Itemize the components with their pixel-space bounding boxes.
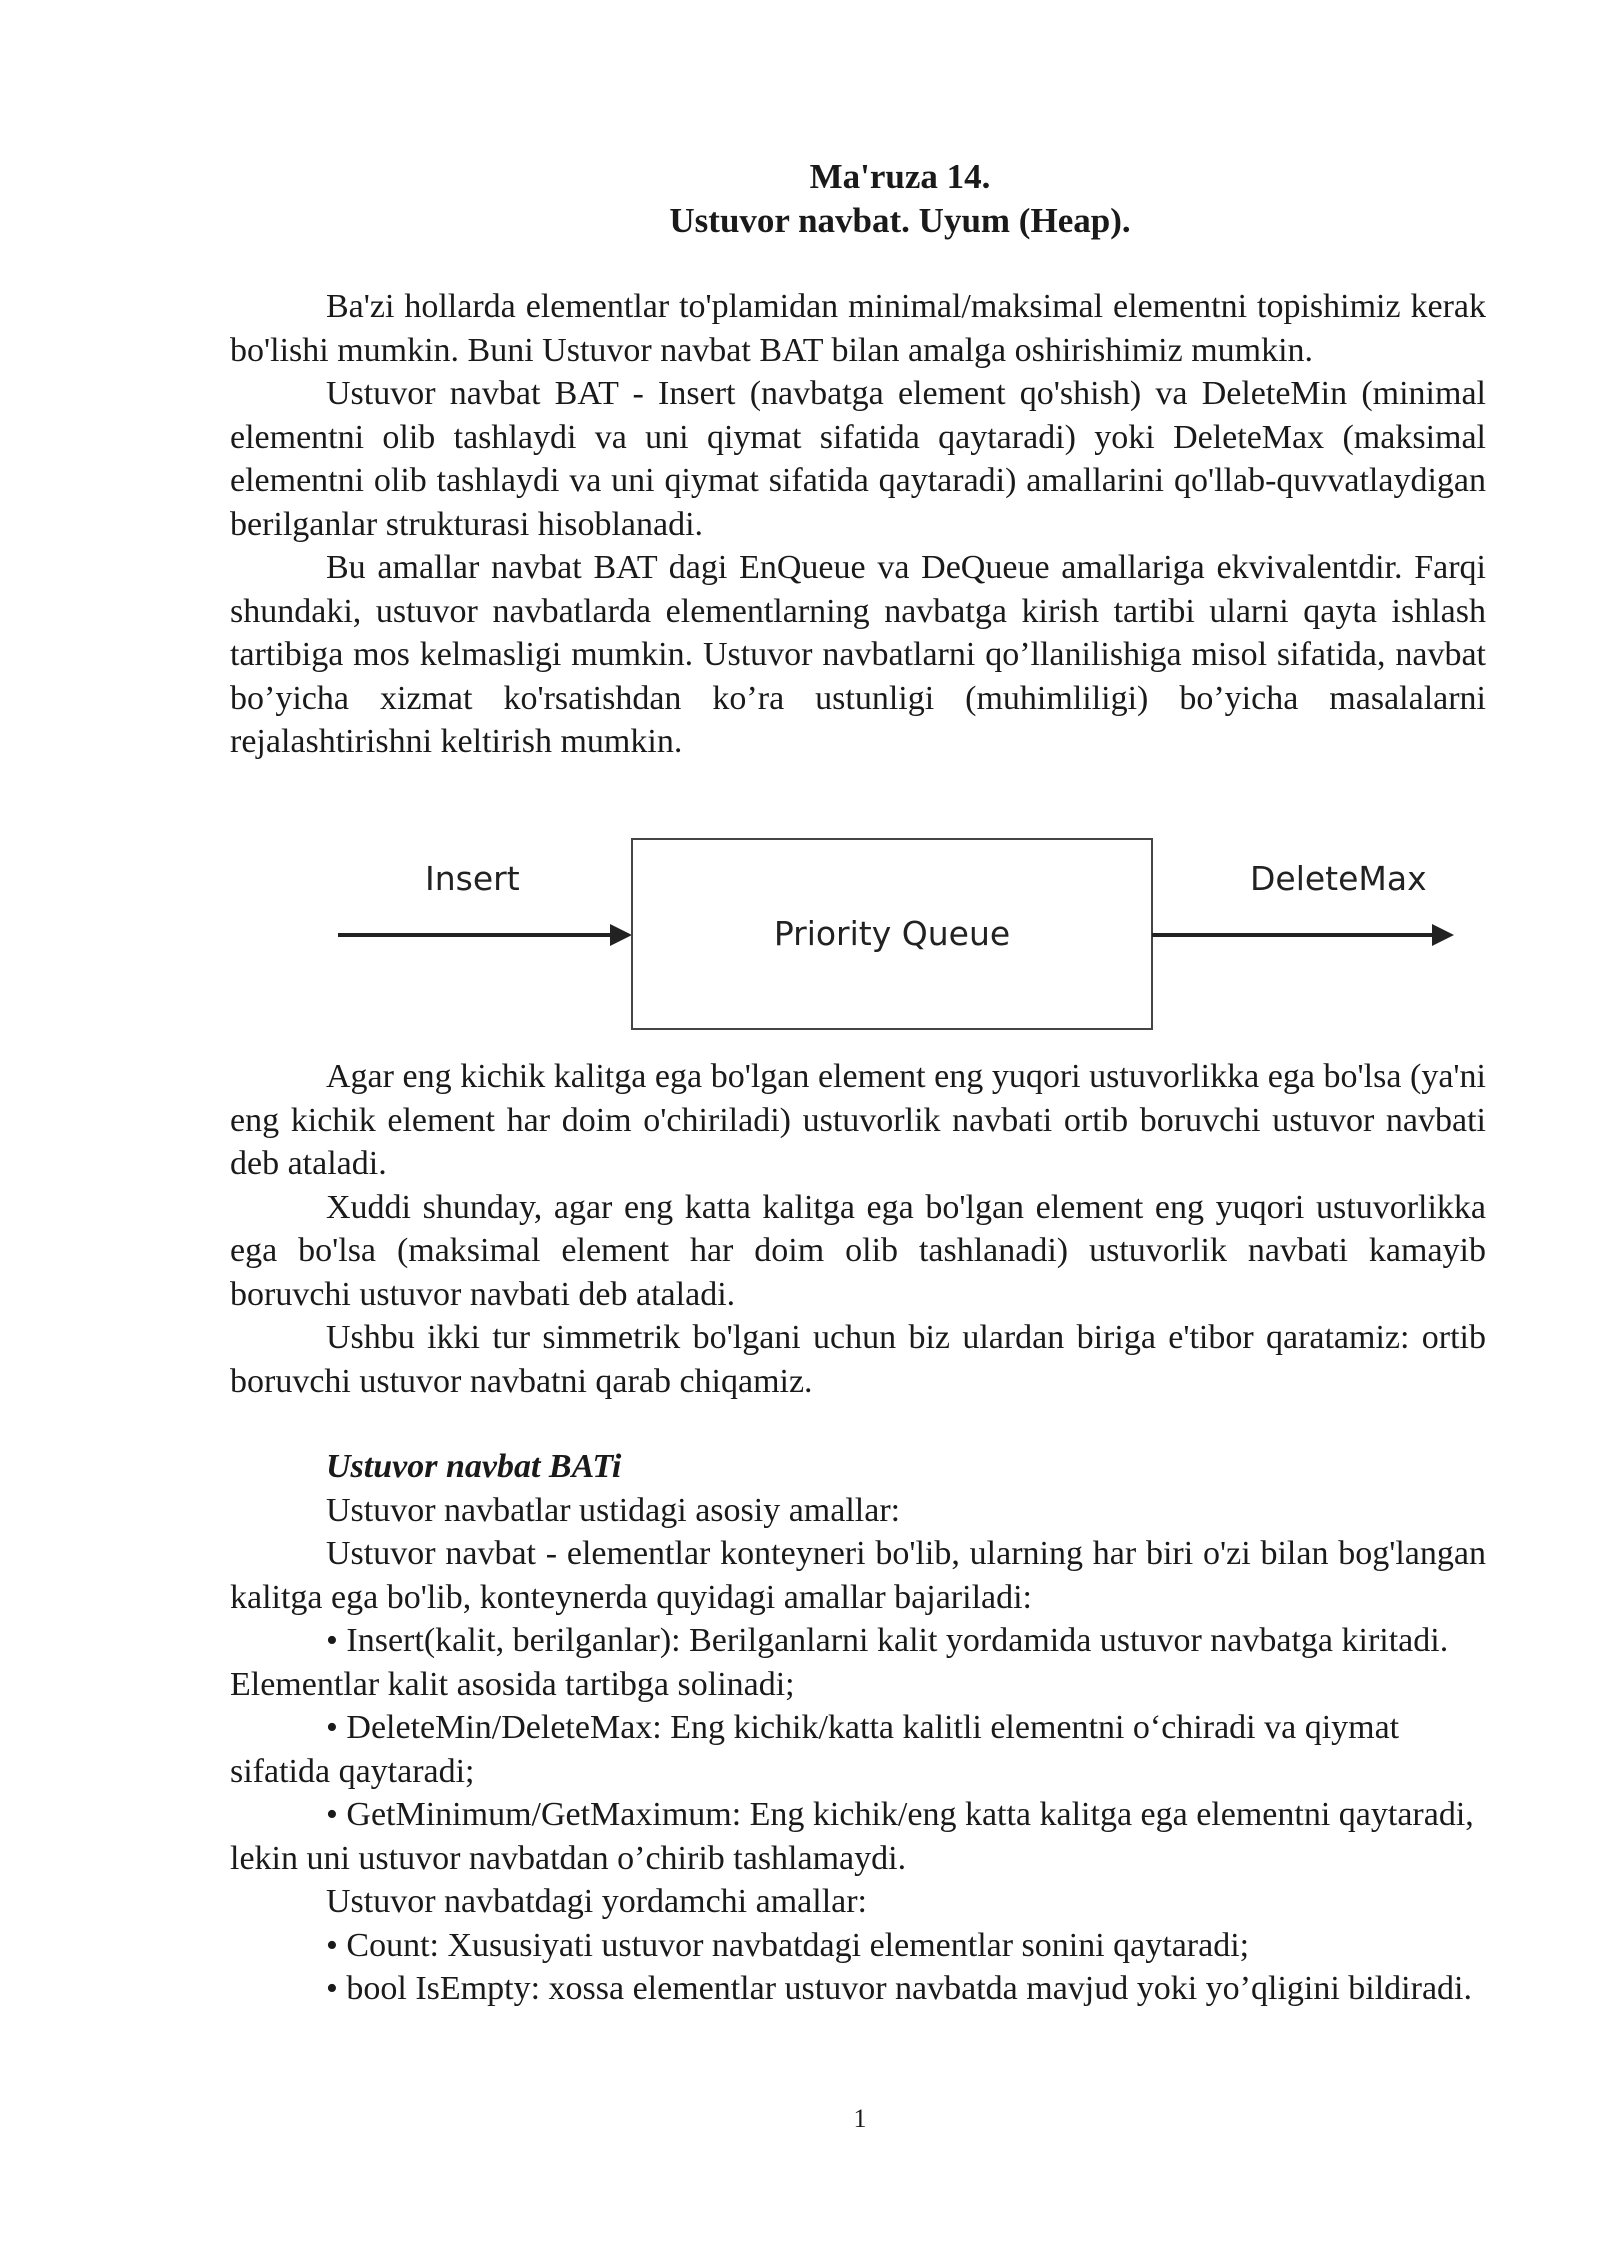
paragraph: Xuddi shunday, agar eng katta kalitga ega bo'lgan element eng yuqori ustuvorlikka ega bo'lsa (maksimal element har doim olib tashlanadi) ustuvorlik navbati kamayib boruvchi ustuvor navbati deb ataladi. [230, 1188, 1486, 1313]
list-item: • Insert(kalit, berilganlar): Berilganlarni kalit yordamida ustuvor navbatga kiritadi. Elementlar kalit asosida tartibga solinadi; [230, 1622, 1449, 1703]
queue-types-text [230, 1055, 1486, 1403]
deletemax-arrowhead [1432, 924, 1454, 946]
section-definition: Ustuvor navbat - elementlar konteyneri bo'lib, ularning har biri o'zi bilan bog'langan kalitga ega bo'lib, konteynerda quyidagi amallar bajariladi: [230, 1535, 1486, 1616]
priority-queue-diagram [330, 835, 1460, 1035]
paragraph: Ustuvor navbat BAT - Insert (navbatga element qo'shish) va DeleteMin (minimal elementni olib tashlaydi va uni qiymat sifatida qaytaradi) yoki DeleteMax (maksimal elementni olib tashlaydi va uni qiymat sifatida qaytaradi) amallarini qo'llab-quvvatlaydigan berilganlar strukturasi hisoblanadi. [230, 375, 1486, 543]
deletemax-label: DeleteMax [1250, 859, 1427, 898]
list-item: • GetMinimum/GetMaximum: Eng kichik/eng katta kalitga ega elementni qaytaradi, lekin uni ustuvor navbatdan o’chirib tashlamaydi. [230, 1796, 1474, 1877]
aux-intro: Ustuvor navbatdagi yordamchi amallar: [326, 1883, 867, 1920]
page-title: Ustuvor navbat. Uyum (Heap). [669, 201, 1131, 240]
paragraph: Agar eng kichik kalitga ega bo'lgan element eng yuqori ustuvorlikka ega bo'lsa (ya'ni eng kichik element har doim o'chiriladi) ustuvorlik navbati ortib boruvchi ustuvor navbati deb ataladi. [230, 1058, 1486, 1182]
page-number: 1 [853, 2104, 867, 2133]
adt-section [230, 1445, 1486, 2011]
insert-label: Insert [425, 859, 520, 898]
lecture-number: Ma'ruza 14. [809, 157, 991, 196]
section-intro: Ustuvor navbatlar ustidagi asosiy amallar: [326, 1491, 901, 1529]
paragraph: Bu amallar navbat BAT dagi EnQueue va DeQueue amallariga ekvivalentdir. Farqi shundaki, ustuvor navbatlarda elementlarning navbatga kirish tartibi ularni qayta ishlash tartibiga mos kelmasligi mumkin. Ustuvor navbatlarni qo’llanilishiga misol sifatida, navbat bo’yicha xizmat ko'rsatishdan ko’ra ustunligi (muhimliligi) bo’yicha masalalarni rejalashtirishni keltirish mumkin. [230, 549, 1486, 760]
list-item: • DeleteMin/DeleteMax: Eng kichik/katta kalitli elementni o‘chiradi va qiymat sifatida qaytaradi; [230, 1709, 1400, 1790]
list-item: • bool IsEmpty: xossa elementlar ustuvor navbatda mavjud yoki yo’qligini bildiradi. [326, 1970, 1472, 2007]
priority-queue-label: Priority Queue [773, 914, 1011, 953]
paragraph: Ba'zi hollarda elementlar to'plamidan minimal/maksimal elementni topishimiz kerak bo'lishi mumkin. Buni Ustuvor navbat BAT bilan amalga oshirishimiz mumkin. [230, 288, 1486, 369]
section-heading: Ustuvor navbat BATi [326, 1448, 622, 1485]
paragraph: Ushbu ikki tur simmetrik bo'lgani uchun biz ulardan biriga e'tibor qaratamiz: ortib boruvchi ustuvor navbatni qarab chiqamiz. [230, 1319, 1486, 1400]
list-item: • Count: Xususiyati ustuvor navbatdagi elementlar sonini qaytaradi; [326, 1926, 1250, 1964]
intro-text [230, 285, 1486, 764]
insert-arrowhead [610, 924, 632, 946]
